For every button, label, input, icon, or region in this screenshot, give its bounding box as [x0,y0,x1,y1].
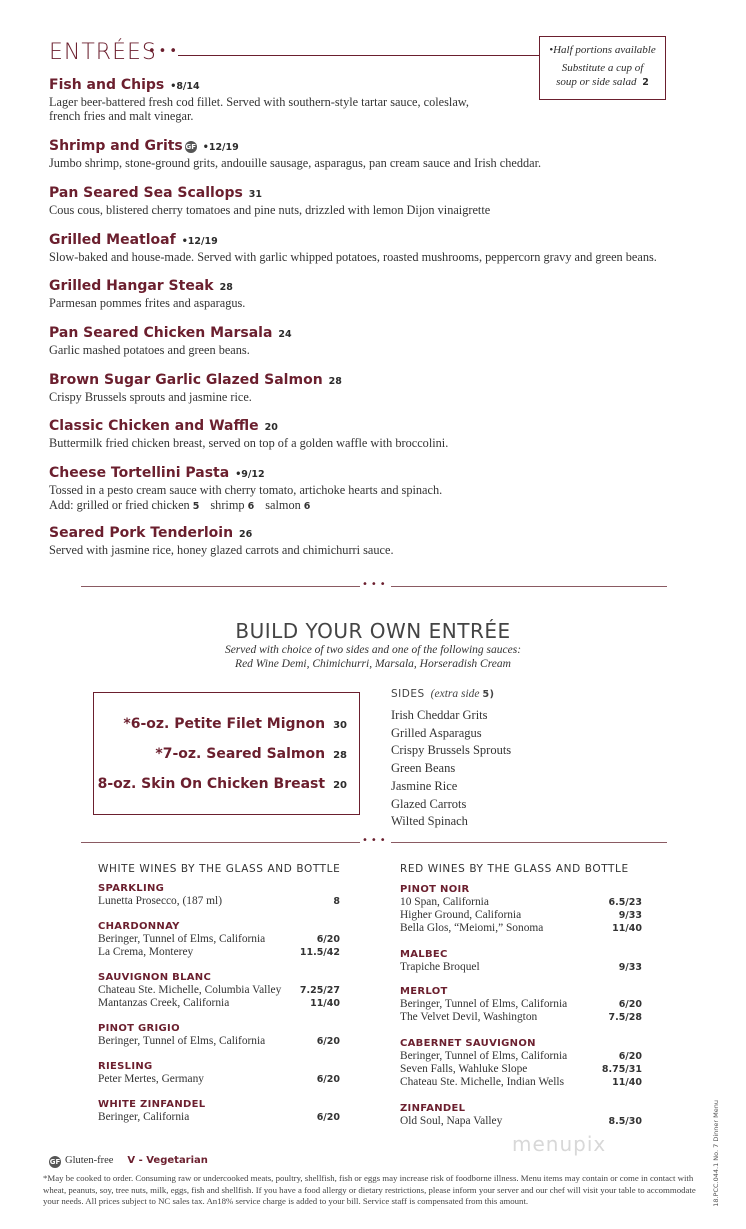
protein-option: *6-oz. Petite Filet Mignon 30 [123,716,347,732]
wine-price: 6/20 [316,1112,340,1123]
wine-price: 7.25/27 [299,985,340,996]
wine-row: The Velvet Devil, Washington 7.5/28 [400,1011,642,1024]
wine-group [98,1061,340,1086]
wine-price: 6/20 [316,934,340,945]
item-description: Buttermilk fried chicken breast, served on top of a golden waffle with broccolini. [49,436,449,450]
item-price: 31 [248,189,263,200]
wine-price: 8.75/31 [601,1064,642,1076]
item-name: Grilled Hangar Steak [49,278,214,294]
item-name: Cheese Tortellini Pasta [49,465,230,481]
protein-option: 8-oz. Skin On Chicken Breast 20 [97,776,347,792]
menu-item [49,524,709,557]
wine-price: 7.5/28 [608,1012,642,1024]
substitute-note: Substitute a cup of [561,62,644,74]
heading-rule [178,55,540,56]
item-description: Crispy Brussels sprouts and jasmine rice. [49,390,252,404]
wine-varietal: RIESLING [98,1061,153,1072]
menu-item [49,76,709,123]
legend [49,1155,208,1168]
item-description: Served with jasmine rice, honey glazed carrots and chimichurri sauce. [49,543,394,557]
wine-price: 6/20 [316,1074,340,1085]
wine-varietal: PINOT NOIR [400,884,470,895]
side-item: Jasmine Rice [391,778,458,793]
wine-price: 6/20 [618,999,642,1010]
add-salmon-price: 6 [303,501,311,512]
item-description: Jumbo shrimp, stone-ground grits, andouille sausage, asparagus, pan cream sauce and Irish cheddar. [49,156,542,170]
protein-box [93,692,360,815]
wine-row: Seven Falls, Wahluke Slope 8.75/31 [400,1063,642,1076]
side-item: Green Beans [391,761,456,776]
wine-varietal: CHARDONNAY [98,921,180,932]
wine-price: 9/33 [618,962,642,973]
add-shrimp-price: 6 [247,501,255,512]
wine-row: Lunetta Prosecco, (187 ml) 8 [98,895,340,907]
wine-varietal: CABERNET SAUVIGNON [400,1038,536,1049]
item-description: Lager beer-battered fresh cod fillet. Served with southern-style tartar sauce, coleslaw, french fries and malt vinegar. [49,95,469,123]
wine-row: Mantanzas Creek, California 11/40 [98,997,340,1010]
side-item: Wilted Spinach [391,814,468,829]
wine-group [400,949,642,974]
wine-group [98,972,340,1010]
wine-row: Higher Ground, California 9/33 [400,909,642,922]
vegetarian-label: V - Vegetarian [127,1155,208,1166]
menu-item [49,137,709,170]
wine-price: 6.5/23 [608,897,642,908]
substitute-note-line2: soup or side salad 2 [556,76,649,88]
item-add-ons: Add: grilled or fried chicken 5 shrimp 6 salmon 6 [49,498,311,512]
watermark: menupix [512,1132,607,1156]
wine-price: 11.5/42 [299,947,340,959]
item-description: Parmesan pommes frites and asparagus. [49,296,246,310]
wine-row: Old Soul, Napa Valley 8.5/30 [400,1115,642,1127]
wine-row: La Crema, Monterey 11.5/42 [98,946,340,959]
menu-item [49,324,709,357]
item-price: 20 [264,422,278,433]
white-wines-heading: WHITE WINES BY THE GLASS AND BOTTLE [98,863,341,875]
wine-group [98,1023,340,1048]
item-name: Fish and Chips [49,77,165,93]
menu-item [49,371,709,404]
item-description: Garlic mashed potatoes and green beans. [49,343,250,357]
wine-varietal: PINOT GRIGIO [98,1023,180,1034]
item-name: Brown Sugar Garlic Glazed Salmon [49,372,323,388]
wine-row: Beringer, California 6/20 [98,1111,340,1123]
red-wines-heading: RED WINES BY THE GLASS AND BOTTLE [400,863,629,875]
wine-varietal: MALBEC [400,949,448,960]
wine-varietal: SPARKLING [98,883,165,894]
divider-dots: ••• [362,579,389,590]
item-name: Pan Seared Sea Scallops [49,185,243,201]
side-item: Irish Cheddar Grits [391,708,488,722]
item-name: Grilled Meatloaf [49,232,176,248]
sides-list [391,707,511,831]
item-price: 26 [239,529,253,540]
menu-item [49,231,709,264]
wine-price: 6/20 [618,1051,642,1062]
gluten-free-label: Gluten-free [65,1155,114,1166]
wine-group [400,1038,642,1090]
byo-subtitle: Served with choice of two sides and one of the following sauces: Red Wine Demi, Chimichurri, Marsala, Horseradish Cream [224,644,522,670]
wine-row: 10 Span, California 6.5/23 [400,896,642,908]
wine-price: 11/40 [612,1077,642,1089]
protein-option: *7-oz. Seared Salmon 28 [155,746,347,762]
wine-row: Beringer, Tunnel of Elms, California 6/20 [98,1035,340,1047]
item-price: 28 [328,376,342,387]
menu-item [49,184,709,217]
item-price: 24 [278,329,292,340]
item-price: •9/12 [235,469,265,480]
wine-price: 11/40 [310,998,340,1010]
item-description: Tossed in a pesto cream sauce with cherry tomato, artichoke hearts and spinach. [49,483,443,497]
item-price: •8/14 [170,81,200,92]
wine-price: 11/40 [612,923,642,935]
disclaimer: *May be cooked to order. Consuming raw or undercooked meats, poultry, shellfish, fish or eggs may increase risk of foodborne illness. Menu items may contain or come in contact with wheat, peanuts, soy, tree nuts, milk, eggs, fish and shellfish. If you have a food allergy or dietary restrictions, please inform your server and our chef will visit your table to accommodate your needs. All prices subject to NC sales tax. An18% service charge is added to your bill. Service staff is compensated from this amount. [43,1173,696,1206]
side-item: Glazed Carrots [391,796,467,811]
wine-group [98,1099,340,1124]
item-name: Pan Seared Chicken Marsala [49,325,273,341]
page-title: ENTRÉES [49,40,157,65]
substitute-price: 2 [642,77,649,88]
wine-varietal: SAUVIGNON BLANC [98,972,212,983]
wine-row: Bella Glos, “Meiomi,” Sonoma 11/40 [400,922,642,935]
wine-group [400,884,642,936]
item-name: Classic Chicken and Waffle [49,418,259,434]
side-item: Grilled Asparagus [391,725,482,740]
gluten-free-icon: GF [185,143,197,151]
wine-row: Beringer, Tunnel of Elms, California 6/20 [400,998,642,1010]
item-price: •12/19 [181,236,218,247]
menu-code: 18.PCC.044.1 No. 7 Dinner Menu [712,1100,720,1207]
item-price: 28 [219,282,233,293]
wine-group [400,1103,642,1128]
item-name: Shrimp and Grits [49,138,183,154]
wine-varietal: WHITE ZINFANDEL [98,1099,206,1110]
protein-price: 28 [333,750,347,761]
menu-item [49,277,709,310]
item-description: Slow-baked and house-made. Served with garlic whipped potatoes, roasted mushrooms, peppercorn gravy and green beans. [49,250,657,264]
gluten-free-icon: GF [49,1158,61,1166]
wine-row: Beringer, Tunnel of Elms, California 6/20 [400,1050,642,1062]
wine-price: 8.5/30 [608,1116,642,1127]
wine-row: Trapiche Broquel 9/33 [400,961,642,973]
side-item: Crispy Brussels Sprouts [391,743,512,758]
protein-price: 30 [333,720,347,731]
wine-group [98,921,340,959]
wine-row: Chateau Ste. Michelle, Columbia Valley 7.25/27 [98,984,340,996]
item-price: •12/19 [202,142,239,153]
wine-price: 9/33 [618,910,642,922]
wine-price: 8 [333,896,340,907]
wine-group [400,986,642,1024]
menu-item [49,464,709,514]
wine-row: Beringer, Tunnel of Elms, California 6/20 [98,933,340,945]
item-name: Seared Pork Tenderloin [49,525,234,541]
half-portion-note: •Half portions available [549,44,656,56]
wine-price: 6/20 [316,1036,340,1047]
divider-dots: ••• [362,835,389,846]
wine-group [98,883,340,908]
item-description: Cous cous, blistered cherry tomatoes and pine nuts, drizzled with lemon Dijon vinaigrette [49,203,491,217]
wine-row: Peter Mertes, Germany 6/20 [98,1073,340,1085]
sides-heading: SIDES (extra side 5) [391,688,495,700]
protein-price: 20 [333,780,347,791]
menu-item [49,417,709,450]
wine-varietal: MERLOT [400,986,448,997]
add-chicken-price: 5 [192,501,200,512]
wine-row: Chateau Ste. Michelle, Indian Wells 11/40 [400,1076,642,1089]
byo-title: BUILD YOUR OWN ENTRÉE [235,619,511,643]
wine-varietal: ZINFANDEL [400,1103,466,1114]
heading-dots: ••• [148,44,181,59]
